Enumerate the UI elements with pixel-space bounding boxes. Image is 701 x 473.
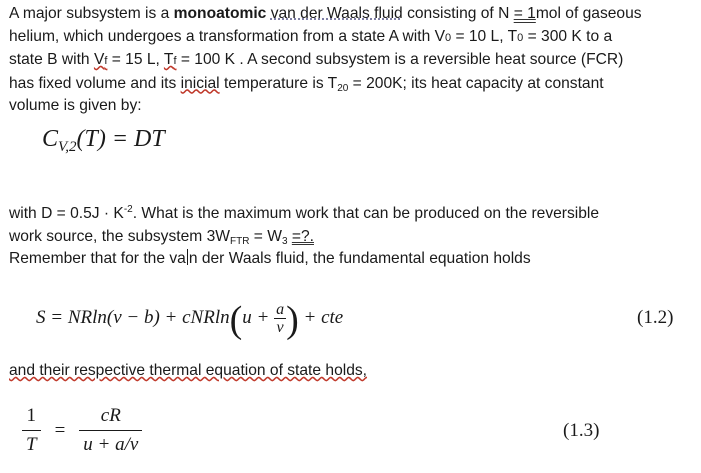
subscript-f: f	[104, 55, 108, 67]
text-run: . What is the maximum work that can be produced on the reversible	[132, 205, 600, 222]
heat-capacity-equation	[42, 126, 165, 156]
text-run: n der Waals fluid, the fundamental equation holds	[188, 250, 531, 267]
eq3-num2: cR	[100, 405, 121, 426]
bold-text-monoatomic: monoatomic	[173, 5, 267, 22]
eq2-denominator: v	[274, 318, 286, 336]
subscript-20: 20	[337, 82, 349, 94]
text-run: = 15 L,	[107, 51, 164, 68]
equation-number-1-2: (1.2)	[637, 307, 674, 328]
text-run: = 300 K to a	[523, 27, 613, 45]
text-run: temperature is T	[219, 74, 338, 92]
underlined-van-der-waals: van der Waals fluid	[270, 5, 403, 22]
superscript-minus-2: -2	[123, 204, 133, 215]
text-run: = 10 L, T	[451, 27, 518, 45]
text-run: consisting of N	[402, 5, 514, 22]
text-run: mol of gaseous	[535, 5, 642, 22]
eq3-right-fraction	[79, 402, 142, 459]
eq2-lhs: S = NRln(v − b) + cNRln	[36, 307, 230, 328]
eq3-den1: T	[22, 430, 41, 459]
text-run: work source, the subsystem 3W	[9, 227, 230, 245]
subscript-0: 0	[517, 31, 524, 44]
text-run: = 100 K . A second subsystem is a reversible heat source (FCR)	[176, 51, 624, 68]
eq2-fraction	[274, 301, 286, 336]
eq1-c: C	[42, 126, 59, 152]
text-run: state B with	[9, 51, 94, 68]
tf-symbol: T	[163, 51, 174, 68]
eq3-equals: =	[54, 419, 66, 441]
vf-symbol: V	[93, 51, 105, 68]
text-run: = 200K; its heat capacity at constant	[348, 74, 604, 92]
text-run: = W	[249, 227, 282, 245]
subscript-3: 3	[281, 235, 288, 247]
line-9: and their respective thermal equation of state holds,	[9, 362, 368, 379]
line-6	[9, 203, 695, 226]
line-1	[9, 3, 695, 26]
line-3	[9, 49, 695, 73]
eq2-tail: + cte	[298, 307, 344, 328]
subscript-0: 0	[444, 31, 452, 44]
thermal-state-equation	[22, 402, 142, 459]
eq2-u-term: u +	[242, 307, 270, 328]
eq3-left-fraction	[22, 402, 41, 459]
line-4	[9, 73, 695, 96]
fundamental-equation	[36, 298, 343, 342]
line-5: volume is given by:	[9, 97, 142, 114]
eq2-left-paren: (	[229, 299, 243, 341]
eq1-subscript: V,2	[58, 139, 77, 155]
subscript-f: f	[173, 55, 177, 67]
text-run: has fixed volume and its	[9, 74, 181, 92]
underlined-question-mark: =?.	[291, 227, 314, 245]
underlined-mol-value: = 1	[513, 5, 536, 22]
eq1-rest: (T) = DT	[76, 126, 165, 152]
line-8	[9, 248, 695, 271]
text-run: with D = 0.5J · K	[9, 205, 124, 222]
eq3-num1: 1	[26, 405, 37, 426]
question-paragraph	[9, 203, 695, 271]
problem-statement-paragraph	[9, 3, 695, 118]
line-7	[9, 226, 695, 249]
eq2-numerator: a	[276, 301, 285, 319]
text-run: Remember that for the va	[9, 250, 186, 267]
text-run: A major subsystem is a	[9, 5, 174, 22]
text-run: helium, which undergoes a transformation from a state A with V	[9, 27, 445, 45]
misspelled-inicial: inicial	[180, 74, 220, 92]
subscript-ftr: FTR	[230, 235, 250, 247]
equation-number-1-3: (1.3)	[563, 420, 600, 441]
eq3-den2: u + a/v	[79, 430, 142, 459]
text-cursor	[187, 249, 188, 265]
eq2-right-paren: )	[286, 299, 299, 341]
line-2	[9, 26, 695, 50]
state-equation-intro	[9, 360, 695, 383]
